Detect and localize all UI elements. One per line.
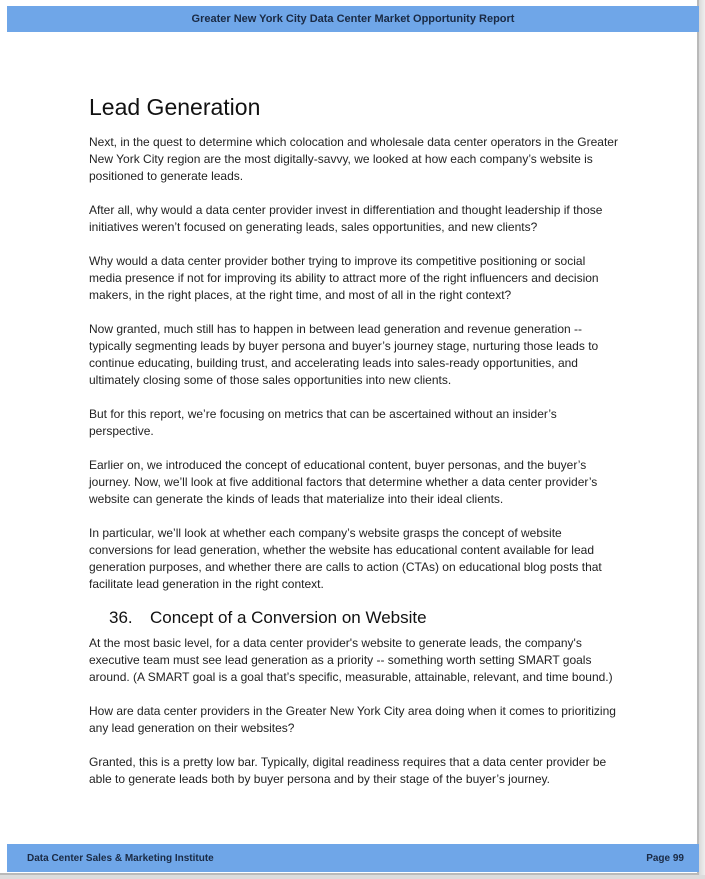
section-heading: Lead Generation xyxy=(89,94,261,120)
paragraph: In particular, we’ll look at whether each company’s website grasps the concept of website conversions for lead generation, whether the website has educational content available for lead generation purposes, and whether there are calls to action (CTAs) on educational blog posts that facilitate lead generation in the right context. xyxy=(89,526,602,591)
paragraph: Next, in the quest to determine which colocation and wholesale data center operators in the Greater New York City region are the most digitally-savvy, we looked at how each company’s website is positioned to generate leads. xyxy=(89,135,618,183)
report-title: Greater New York City Data Center Market Opportunity Report xyxy=(191,13,515,25)
paragraph: After all, why would a data center provider invest in differentiation and thought leadership if those initiatives weren’t focused on generating leads, sales opportunities, and new clients? xyxy=(89,203,603,234)
paragraph: Earlier on, we introduced the concept of educational content, buyer personas, and the buyer’s journey. Now, we’ll look at five additional factors that determine whether a data center provider’s website can generate the kinds of leads that materialize into their ideal clients. xyxy=(89,458,598,506)
subsection-heading xyxy=(109,607,619,629)
page-shadow-bottom xyxy=(0,875,705,879)
paragraph: Now granted, much still has to happen in between lead generation and revenue generation -- typically segmenting leads by buyer persona and buyer’s journey stage, nurturing those leads to continue educating, building trust, and accelerating leads into sales-ready opportunities, and ultimately closing some of those sales opportunities into new clients. xyxy=(89,322,599,387)
subsection-title: Concept of a Conversion on Website xyxy=(150,608,427,627)
page-shadow-right xyxy=(699,0,705,879)
paragraph: But for this report, we’re focusing on metrics that can be ascertained without an insider’s perspective. xyxy=(89,407,557,438)
subsection-number: 36. xyxy=(109,608,133,627)
page-content xyxy=(89,92,619,805)
footer-organization: Data Center Sales & Marketing Institute xyxy=(27,852,214,864)
paragraph: How are data center providers in the Greater New York City area doing when it comes to prioritizing any lead generation on their websites? xyxy=(89,704,616,735)
page-number: Page 99 xyxy=(646,852,684,864)
paragraph: At the most basic level, for a data center provider's website to generate leads, the company's executive team must see lead generation as a priority -- something worth setting SMART goals around. (A SMART goal is a goal that’s specific, measurable, attainable, relevant, and time bound.) xyxy=(89,636,613,684)
report-footer-bar xyxy=(7,844,699,872)
report-header-bar xyxy=(7,6,699,32)
paragraph: Why would a data center provider bother trying to improve its competitive positioning or social media presence if not for improving its ability to attract more of the right influencers and decision makers, in the right places, at the right time, and most of all in the right context? xyxy=(89,254,599,302)
paragraph: Granted, this is a pretty low bar. Typically, digital readiness requires that a data center provider be able to generate leads both by buyer persona and by their stage of the buyer’s journey. xyxy=(89,755,607,786)
